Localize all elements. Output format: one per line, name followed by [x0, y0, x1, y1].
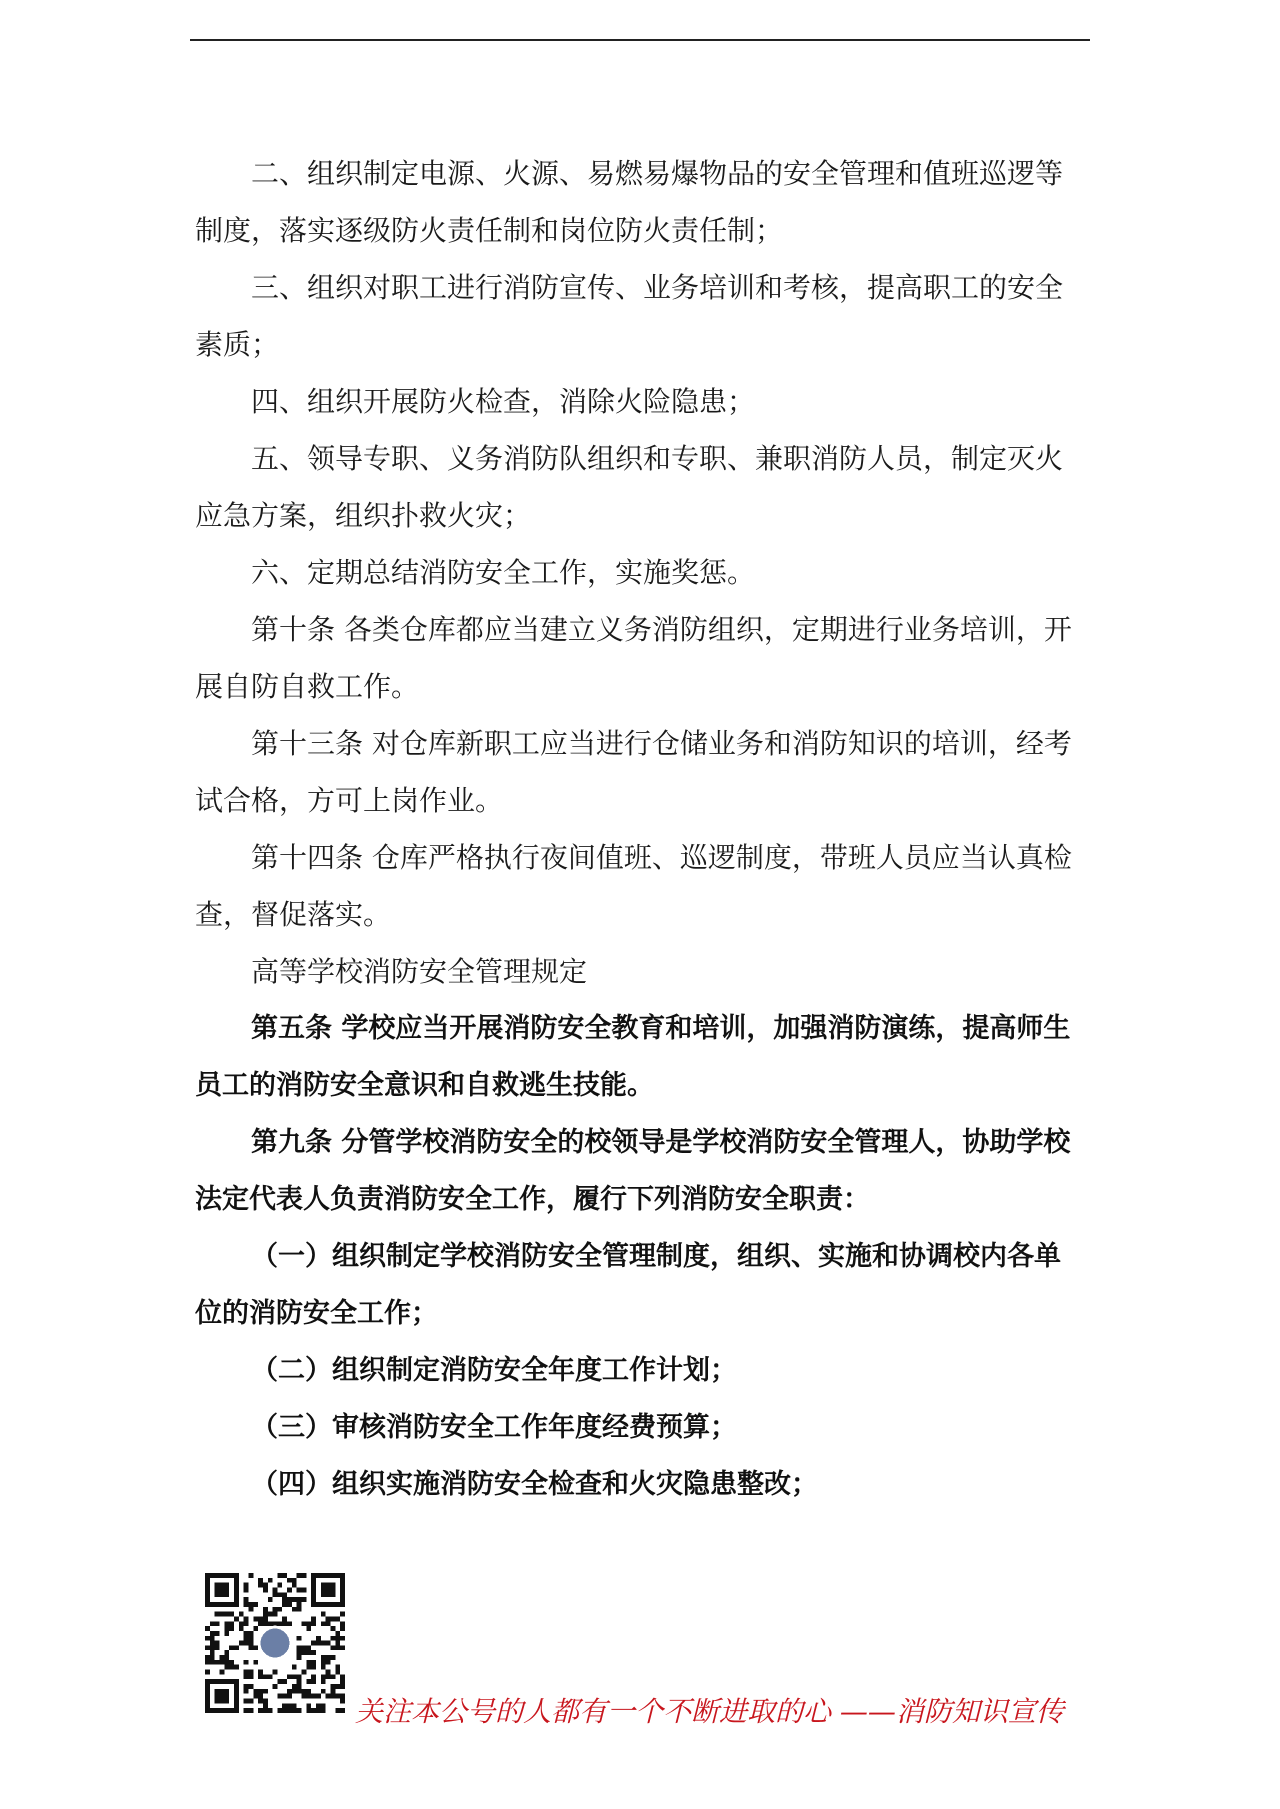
paragraph-bold: （二）组织制定消防安全年度工作计划； — [251, 1355, 737, 1386]
paragraph-bold: 第九条 分管学校消防安全的校领导是学校消防安全管理人，协助学校法定代表人负责消防安全工作，履行下列消防安全职责： — [195, 1127, 1071, 1215]
paragraph-bold: （三）审核消防安全工作年度经费预算； — [251, 1412, 737, 1443]
paragraph: 六、定期总结消防安全工作，实施奖惩。 — [251, 556, 756, 589]
document-body — [195, 145, 1080, 1513]
paragraph: 第十四条 仓库严格执行夜间值班、巡逻制度，带班人员应当认真检查，督促落实。 — [195, 841, 1072, 931]
paragraph: 三、组织对职工进行消防宣传、业务培训和考核，提高职工的安全素质； — [195, 271, 1064, 361]
paragraph-bold: （四）组织实施消防安全检查和火灾隐患整改； — [251, 1469, 818, 1500]
paragraph-bold: （一）组织制定学校消防安全管理制度，组织、实施和协调校内各单位的消防安全工作； — [195, 1241, 1061, 1329]
paragraph: 四、组织开展防火检查，消除火险隐患； — [251, 385, 756, 418]
paragraph: 第十条 各类仓库都应当建立义务消防组织，定期进行业务培训，开展自防自救工作。 — [195, 613, 1072, 703]
section-heading: 高等学校消防安全管理规定 — [251, 955, 588, 988]
paragraph: 第十三条 对仓库新职工应当进行仓储业务和消防知识的培训，经考试合格，方可上岗作业。 — [195, 727, 1072, 817]
header-rule — [190, 39, 1090, 41]
paragraph: 二、组织制定电源、火源、易燃易爆物品的安全管理和值班巡逻等制度，落实逐级防火责任制和岗位防火责任制； — [195, 157, 1064, 247]
qr-code — [205, 1573, 345, 1713]
footer-slogan: 关注本公号的人都有一个不断进取的心 ——消防知识宣传 — [355, 1695, 1064, 1728]
qr-logo-icon — [261, 1629, 290, 1658]
paragraph-bold: 第五条 学校应当开展消防安全教育和培训，加强消防演练，提高师生员工的消防安全意识和自救逃生技能。 — [195, 1013, 1071, 1101]
paragraph: 五、领导专职、义务消防队组织和专职、兼职消防人员，制定灭火应急方案，组织扑救火灾； — [195, 442, 1064, 532]
